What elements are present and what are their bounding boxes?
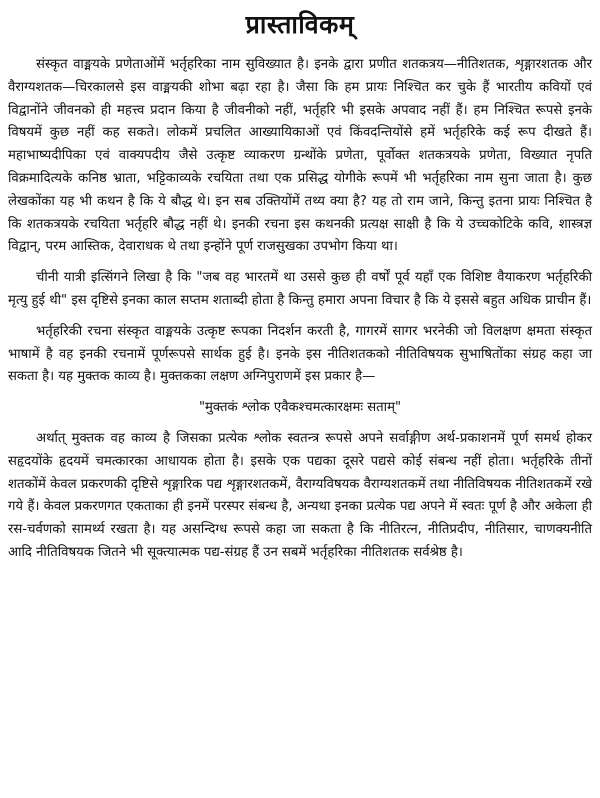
paragraph-introduction: संस्कृत वाङ्मयके प्रणेताओंमें भर्तृहरिका नाम सुविख्यात है। इनके द्वारा प्रणीत शतकत्रय—नीतिशतक, शृङ्गारशतक और वैराग्यशतक—चिरकालसे इस वाङ्मयकी शोभा बढ़ा रहा है। जैसा कि हम प्रायः निश्चित कर चुके हैं भारतीय कवियों एवं विद्वानोंने जीवनको ही महत्त्व प्रदान किया है जीवनीको नहीं, भर्तृहरि भी इसके अपवाद नहीं हैं। हम निश्चित रूपसे इनके विषयमें कुछ नहीं कह सकते। लोकमें प्रचलित आख्यायिकाओं एवं किंवदन्तियोंसे हमें भर्तृहरिके कई रूप दीखते हैं। महाभाष्यदीपिका एवं वाक्यपदीय जैसे उत्कृष्ट व्याकरण ग्रन्थोंके प्रणेता, पूर्वोक्त शतकत्रयके प्रणेता, विख्यात नृपति विक्रमादित्यके कनिष्ठ भ्राता, भट्टिकाव्यके रचयिता तथा एक प्रसिद्ध योगीके रूपमें भी भर्तृहरिका नाम सुना जाता है। कुछ लेखकोंका यह भी कथन है कि ये बौद्ध थे। इन सब उक्तियोंमें तथ्य क्या है? यह तो राम जाने, किन्तु इतना प्रायः निश्चित है कि शतकत्रयके रचयिता भर्तृहरि बौद्ध नहीं थे। इनकी रचना इस कथनकी प्रत्यक्ष साक्षी है कि ये उच्चकोटिके कवि, शास्त्रज्ञ विद्वान्, परम आस्तिक, देवाराधक थे तथा इन्होंने पूर्ण राजसुखका उपभोग किया था। — [8, 57, 592, 255]
paragraph-closing: अर्थात् मुक्तक वह काव्य है जिसका प्रत्येक श्लोक स्वतन्त्र रूपसे अपने सर्वाङ्गीण अर्थ-प्रकाशनमें पूर्ण समर्थ होकर सहृदयोंके हृदयमें चमत्कारका आधायक होता है। इसके एक पद्यका दूसरे पद्यसे कोई संबन्ध नहीं होता। भर्तृहरिके तीनों शतकोंमें केवल प्रकरणकी दृष्टिसे शृङ्गारिक पद्य शृङ्गारशतकमें, वैराग्यविषयक वैराग्यशतकमें तथा नीतिविषयक नीतिशतकमें रखे गये हैं। केवल प्रकरणगत एकताका ही इनमें परस्पर संबन्ध है, अन्यथा इनका प्रत्येक पद्य अपने में स्वतः पूर्ण है और अकेला ही रस-चर्वणको सामर्थ्य रखता है। यह असन्दिग्ध रूपसे कहा जा सकता है कि नीतिरत्न, नीतिप्रदीप, नीतिसार, चाणक्यनीति आदि नीतिविषयक जितने भी सूक्त्यात्मक पद्य-संग्रह हैं उन सबमें भर्तृहरिका नीतिशतक सर्वश्रेष्ठ है। — [8, 430, 592, 560]
paragraph-muktaka-definition: भर्तृहरिकी रचना संस्कृत वाङ्मयके उत्कृष्ट रूपका निदर्शन करती है, गागरमें सागर भरनेकी जो विलक्षण क्षमता संस्कृत भाषामें है वह इनकी रचनामें पूर्णरूपसे सार्थक हुई है। इनके इस नीतिशतकको नीतिविषयक सुभाषितोंका संग्रह कहा जा सकता है। यह मुक्तक काव्य है। मुक्तकका लक्षण अग्निपुराणमें इस प्रकार है— — [8, 323, 592, 385]
page-title: प्रास्ताविकम् — [245, 10, 355, 39]
paragraph-itsing-account: चीनी यात्री इत्सिंगने लिखा है कि "जब वह भारतमें था उससे कुछ ही वर्षों पूर्व यहाँ एक विशिष्ट वैयाकरण भर्तृहरिकी मृत्यु हुई थी" इस दृष्टिसे इनका काल सप्तम शताब्दी होता है किन्तु हमारा अपना विचार है कि ये इससे बहुत अधिक प्राचीन हैं। — [8, 270, 592, 308]
agnipurana-quote: "मुक्तकं श्लोक एवैकश्चमत्कारक्षमः सताम्" — [198, 400, 402, 416]
